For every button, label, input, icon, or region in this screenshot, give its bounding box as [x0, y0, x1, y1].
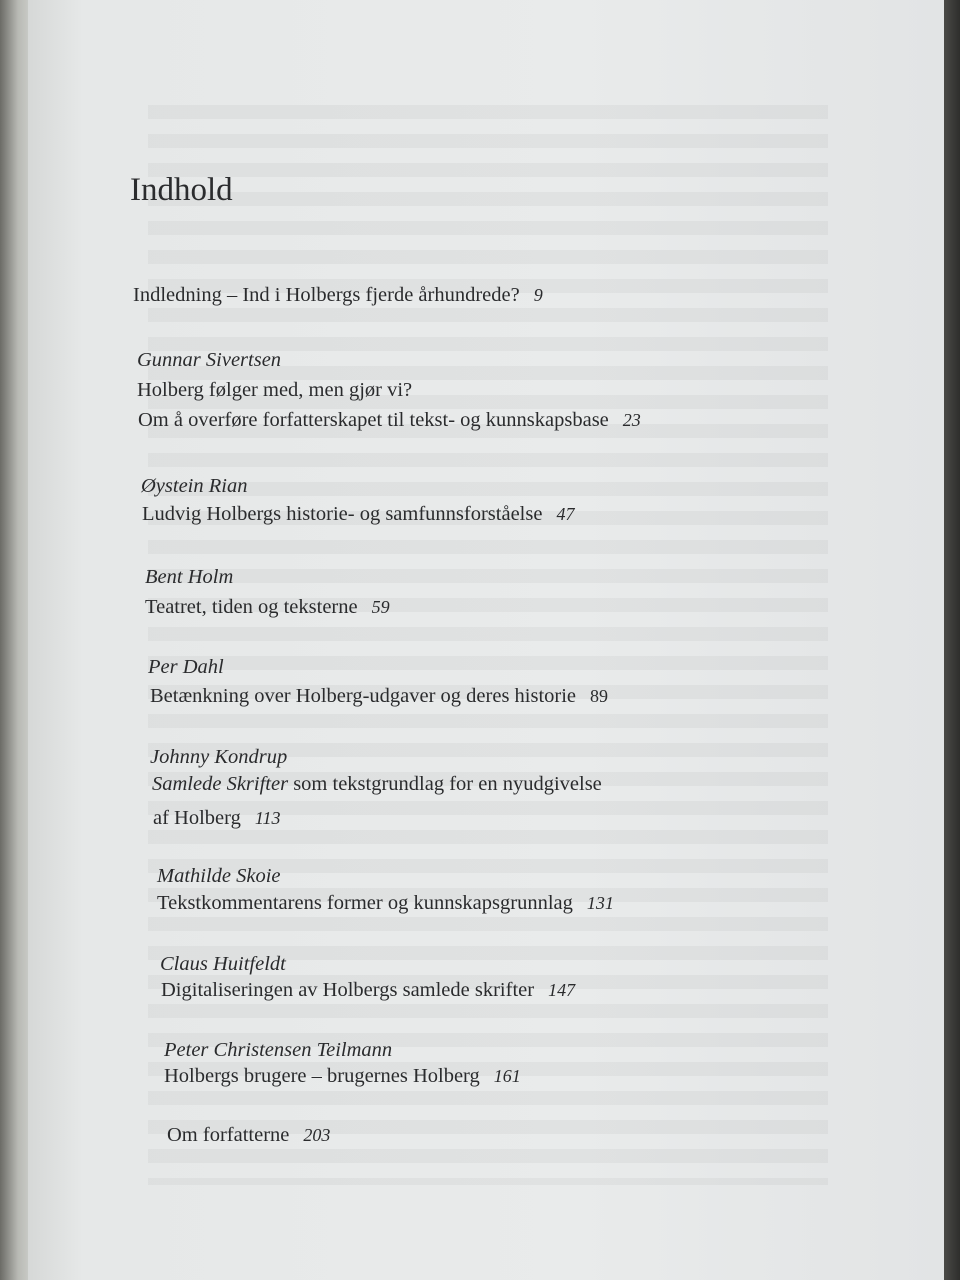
toc-line	[145, 597, 390, 618]
entry-title: som tekstgrundlag for en nyudgivelse	[293, 773, 602, 795]
entry-title: Betænkning over Holberg-udgaver og deres historie	[150, 685, 577, 707]
entry-title: Tekstkommentarens former og kunnskapsgrunnlag	[157, 892, 573, 914]
toc-line	[138, 410, 641, 431]
entry-title-italic: Samlede Skrifter	[152, 773, 289, 795]
page-title: Indhold	[130, 172, 233, 208]
entry-subtitle: Om å overføre forfatterskapet til tekst- og kunnskapsbase	[138, 409, 609, 431]
entry-author: Gunnar Sivertsen	[137, 349, 282, 371]
toc-line	[167, 1125, 330, 1146]
page-number: 203	[303, 1125, 331, 1145]
page-number: 89	[590, 686, 609, 706]
page-number: 113	[254, 808, 281, 828]
toc-line	[150, 686, 608, 707]
toc-line	[161, 980, 575, 1001]
entry-title: Holbergs brugere – brugernes Holberg	[164, 1065, 480, 1087]
page-number: 47	[556, 504, 575, 524]
toc-line	[142, 504, 574, 525]
entry-author: Øystein Rian	[141, 475, 248, 497]
entry-title: Ludvig Holbergs historie- og samfunnsforståelse	[142, 503, 543, 525]
entry-title-cont: af Holberg	[153, 807, 241, 829]
entry-title: Holberg følger med, men gjør vi?	[137, 379, 413, 401]
entry-title: Teatret, tiden og teksterne	[145, 596, 358, 618]
page-edge-shadow	[944, 0, 960, 1280]
entry-author: Peter Christensen Teilmann	[164, 1039, 393, 1061]
page-number: 131	[586, 893, 614, 913]
entry-author: Johnny Kondrup	[150, 746, 288, 768]
page-number: 161	[493, 1066, 521, 1086]
toc-line	[157, 893, 614, 914]
entry-title: Om forfatterne	[167, 1124, 290, 1146]
entry-author: Mathilde Skoie	[157, 865, 281, 887]
entry-author: Bent Holm	[145, 566, 234, 588]
toc-line	[152, 774, 602, 795]
page-number: 23	[622, 410, 641, 430]
toc-line	[153, 808, 281, 829]
page-number: 59	[371, 597, 390, 617]
entry-title: Indledning – Ind i Holbergs fjerde århundrede?	[133, 284, 520, 306]
entry-title: Digitaliseringen av Holbergs samlede skrifter	[161, 979, 535, 1001]
entry-author: Claus Huitfeldt	[160, 953, 286, 975]
toc-line	[164, 1066, 521, 1087]
toc-line	[133, 285, 543, 306]
show-through-text	[148, 105, 828, 1185]
page-number: 147	[548, 980, 576, 1000]
entry-author: Per Dahl	[148, 656, 224, 678]
page-number: 9	[533, 285, 543, 305]
